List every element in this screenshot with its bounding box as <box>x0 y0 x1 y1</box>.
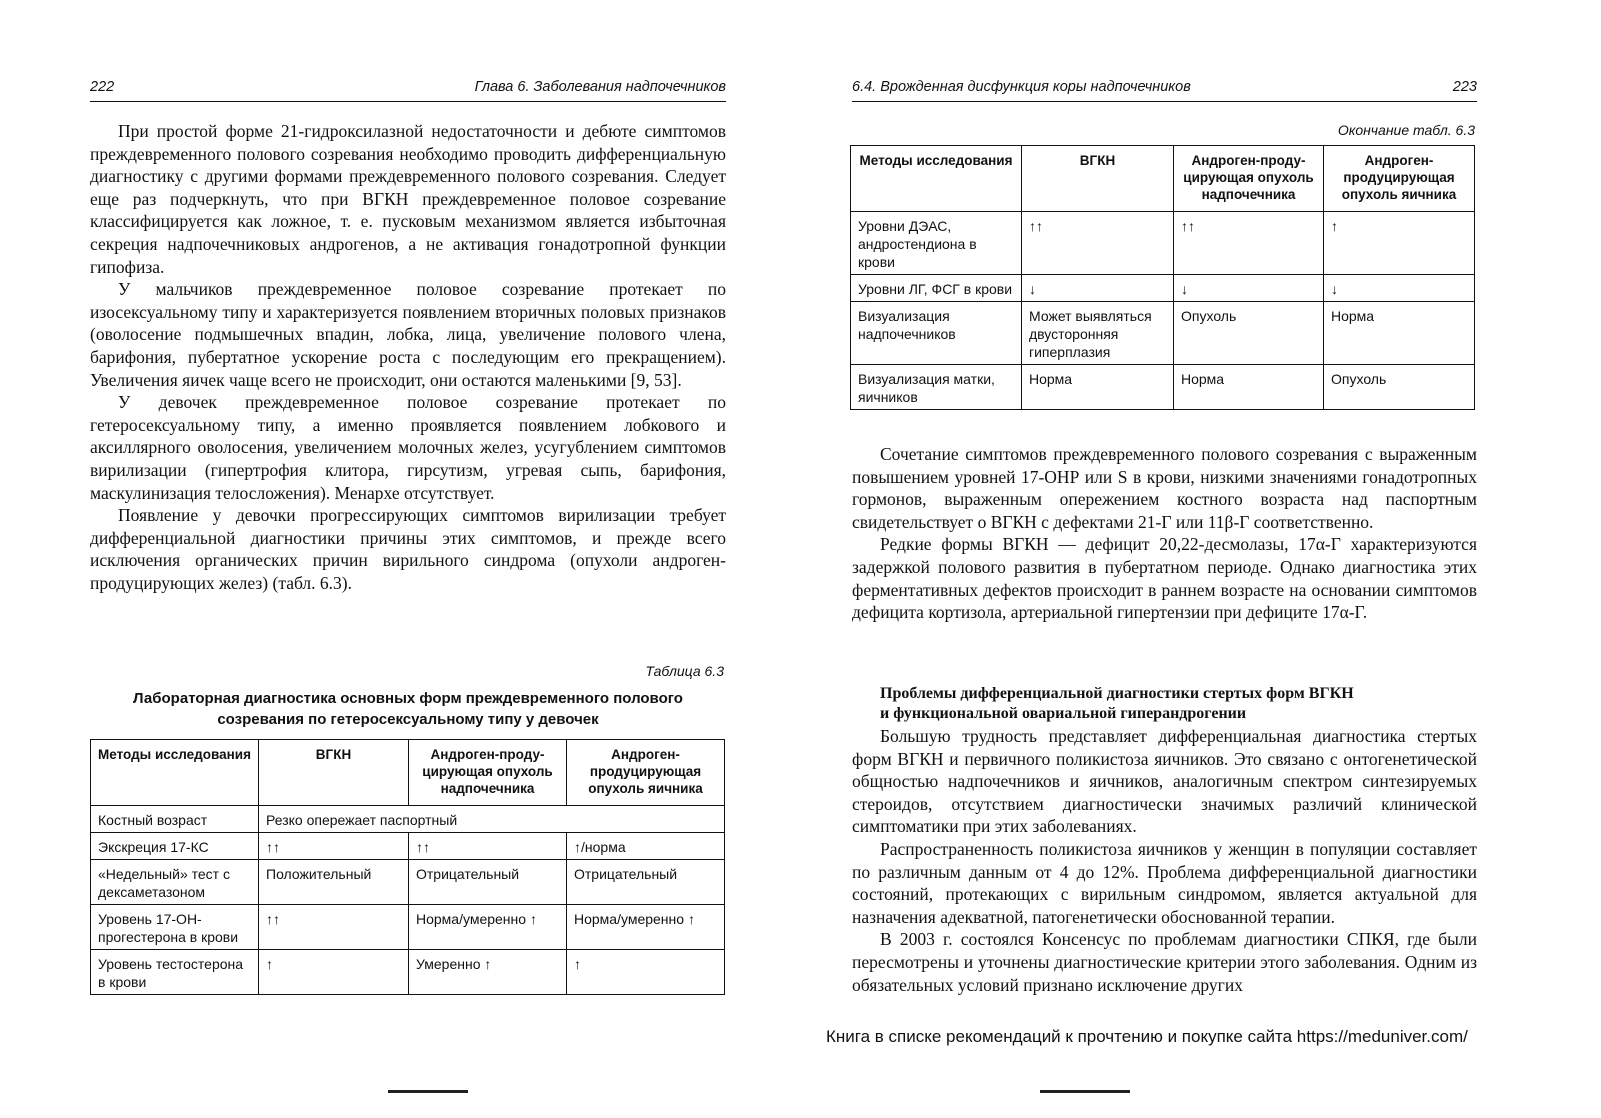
table-cell: ↑↑ <box>259 833 409 860</box>
table-cell: ↑↑ <box>1022 212 1174 275</box>
table-cell: Норма <box>1324 302 1475 365</box>
data-table <box>850 145 1475 410</box>
left-page <box>90 0 726 1118</box>
header-rule <box>852 101 1477 102</box>
paragraph: В 2003 г. состоялся Консенсус по проблемам диагностики СПКЯ, где были пересмотрены и уточнены диагностические критерии этого заболевания. Одним из обязательных условий признано исключение других <box>852 929 1477 995</box>
paragraph: У девочек преждевременное половое созревание протекает по гетеросексуальному типу, а именно проявляется появлением лобкового и аксиллярного оволосения, увеличением молочных желез, усугублением симптомов вирилизации (гипертрофия клитора, гирсутизм, угревая сыпь, барифония, маскулинизация телосложения). Менархе отсутствует. <box>90 392 726 503</box>
paragraph: У мальчиков преждевременное половое созревание протекает по изосексуальному типу и характеризуется появлением вторичных половых признаков (оволосение подмышечных впадин, лобка, лица, увеличение полового члена, барифония, пубертатное ускорение роста с последующим его прекращением). Увеличения яичек чаще всего не происходит, они остаются маленькими [9, 53]. <box>90 279 726 390</box>
scan-artifact <box>388 1090 468 1093</box>
table-cell: Экскреция 17-КС <box>91 833 259 860</box>
table-row <box>91 833 725 860</box>
table-label: Окончание табл. 6.3 <box>1337 122 1475 138</box>
page-number: 222 <box>90 79 115 95</box>
table-cell: ↑↑ <box>259 905 409 950</box>
table-cell: ↑ <box>1324 212 1475 275</box>
table-cell: Опухоль <box>1174 302 1324 365</box>
paragraph: Большую трудность представляет дифференциальная диагностика стертых форм ВГКН и первичного поликистоза яичников. Это связано с онтогенетической общностью надпочечников и яичников, аналогичным спектром синтезируемых стероидов, отсутствием диагностически значимых различий клинической симптоматики при этих заболеваниях. <box>852 726 1477 837</box>
table-cell: Уровень 17-ОН-прогестерона в крови <box>91 905 259 950</box>
header-cell: Андроген-продуцирующая опухоль яичника <box>567 740 725 806</box>
running-title: Глава 6. Заболевания надпочечников <box>474 79 726 95</box>
header-cell: Андроген-проду-цирующая опухоль надпочечника <box>409 740 567 806</box>
right-running-head <box>852 76 1477 98</box>
header-cell: Методы исследования <box>91 740 259 806</box>
table-cell: Уровни ДЭАС, андростендиона в крови <box>851 212 1022 275</box>
table-row <box>851 302 1475 365</box>
table-cell: Визуализация матки, яичников <box>851 365 1022 410</box>
table-cell: ↑ <box>567 950 725 995</box>
left-body-text <box>90 120 726 594</box>
table-cell: Положительный <box>259 860 409 905</box>
table-row <box>91 905 725 950</box>
table-row <box>851 365 1475 410</box>
table-cell: Умеренно ↑ <box>409 950 567 995</box>
table-cell: «Недельный» тест с дексаметазоном <box>91 860 259 905</box>
table-cell: ↑↑ <box>409 833 567 860</box>
table-cell: Норма/умеренно ↑ <box>409 905 567 950</box>
table-cell: ↓ <box>1022 275 1174 302</box>
header-cell: Андроген-продуцирующая опухоль яичника <box>1324 146 1475 212</box>
data-table <box>90 739 725 995</box>
running-title: 6.4. Врожденная дисфункция коры надпочечников <box>852 79 1191 95</box>
table-title: Лабораторная диагностика основных форм преждевременного полового созревания по гетеросексуальному типу у девочек <box>133 690 683 728</box>
paragraph: Сочетание симптомов преждевременного полового созревания с выраженным повышением уровней 17-ОНР или S в крови, низкими значениями гонадотропных гормонов, выраженным опережением костного возраста над паспортным свидетельствует о ВГКН с дефектами 21-Г или 11β-Г соответственно. <box>852 444 1477 532</box>
page-number: 223 <box>1452 79 1477 95</box>
table-cell: Отрицательный <box>409 860 567 905</box>
paragraph: При простой форме 21-гидроксилазной недостаточности и дебюте симптомов преждевременного полового созревания необходимо проводить дифференциальную диагностику с другими формами преждевременного полового созревания. Следует еще раз подчеркнуть, что при ВГКН преждевременное половое созревание классифицируется как ложное, т. е. пусковым механизмом является избыточная секреция надпочечниковых андрогенов, а не активация гонадотропной функции гипофиза. <box>90 121 726 277</box>
table-row <box>91 806 725 833</box>
paragraph: Появление у девочки прогрессирующих симптомов вирилизации требует дифференциальной диагностики причины этих симптомов, и прежде всего исключения органических причин вирильного синдрома (опухоли андроген-продуцирующих желез) (табл. 6.3). <box>90 505 726 593</box>
paragraph: Редкие формы ВГКН — дефицит 20,22-десмолазы, 17α-Г характеризуются задержкой полового развития в пубертатном периоде. Однако диагностика этих ферментативных дефектов происходит в раннем возрасте на основании симптомов дефицита кортизола, артериальной гипертензии при дефиците 17α-Г. <box>852 534 1477 623</box>
table-cell: Уровень тестостерона в крови <box>91 950 259 995</box>
table-cell: Резко опережает паспортный <box>259 806 725 833</box>
table-cell: Уровни ЛГ, ФСГ в крови <box>851 275 1022 302</box>
table-cell: ↓ <box>1324 275 1475 302</box>
table-cell: Может выявляться двусторонняя гиперплазия <box>1022 302 1174 365</box>
table-header-row <box>851 146 1475 212</box>
footer-note: Книга в списке рекомендаций к прочтению и покупке сайта https://meduniver.com/ <box>826 1027 1468 1046</box>
right-page <box>852 0 1477 1118</box>
table-cell: Костный возраст <box>91 806 259 833</box>
table-header-row <box>91 740 725 806</box>
table-cell: Норма <box>1022 365 1174 410</box>
table-cell: Отрицательный <box>567 860 725 905</box>
right-body-text-b <box>852 725 1477 996</box>
header-cell: Андроген-проду-цирующая опухоль надпочечника <box>1174 146 1324 212</box>
table-row <box>91 950 725 995</box>
right-body-text-a <box>852 443 1477 624</box>
left-running-head <box>90 76 726 98</box>
table-row <box>91 860 725 905</box>
header-cell: ВГКН <box>259 740 409 806</box>
scan-artifact <box>1040 1090 1130 1093</box>
table-cell: Норма/умеренно ↑ <box>567 905 725 950</box>
table-cell: ↑ <box>259 950 409 995</box>
table-cell: Визуализация надпочечников <box>851 302 1022 365</box>
table-cell: Опухоль <box>1324 365 1475 410</box>
table-cell: ↑/норма <box>567 833 725 860</box>
section-subheading: Проблемы дифференциальной диагностики стертых форм ВГКН и функциональной овариальной гиперандрогении <box>880 685 1354 722</box>
table-row <box>851 275 1475 302</box>
table-cell: Норма <box>1174 365 1324 410</box>
header-cell: ВГКН <box>1022 146 1174 212</box>
table-row <box>851 212 1475 275</box>
header-rule <box>90 101 726 102</box>
header-cell: Методы исследования <box>851 146 1022 212</box>
table-cell: ↓ <box>1174 275 1324 302</box>
table-label: Таблица 6.3 <box>645 663 724 679</box>
table-cell: ↑↑ <box>1174 212 1324 275</box>
paragraph: Распространенность поликистоза яичников у женщин в популяции составляет по различным данным от 4 до 12%. Проблема дифференциальной диагностики состояний, протекающих с вирильным синдромом, является актуальной для назначения адекватной, патогенетически обоснованной терапии. <box>852 838 1477 927</box>
